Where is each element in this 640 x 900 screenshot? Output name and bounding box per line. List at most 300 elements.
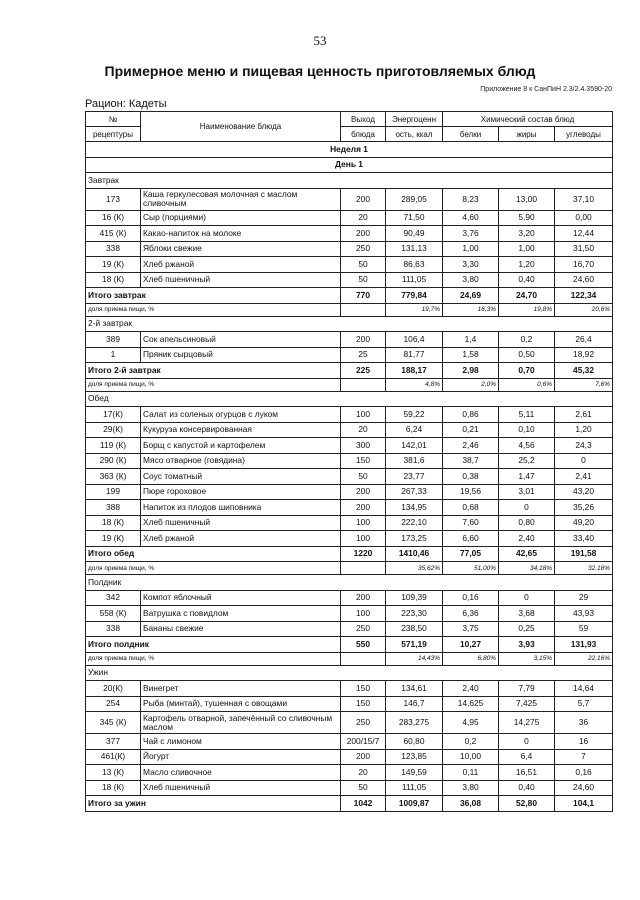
dish-carbs: 24,3 <box>555 438 613 454</box>
table-row <box>86 515 613 531</box>
dish-fat: 0,80 <box>499 515 555 531</box>
dish-energy: 109,39 <box>386 590 443 606</box>
dish-energy: 146,7 <box>386 696 443 712</box>
dish-yield: 200 <box>341 226 386 242</box>
dish-yield: 150 <box>341 681 386 697</box>
meal-share-label: доля приема пищи, % <box>86 378 341 391</box>
total-yield: 225 <box>341 363 386 379</box>
table-row <box>86 681 613 697</box>
meal-share-label: доля приема пищи, % <box>86 303 341 316</box>
dish-yield: 50 <box>341 272 386 288</box>
dish-fat: 0,50 <box>499 347 555 363</box>
recipe-number: 17(К) <box>86 407 141 423</box>
dish-name: Картофель отварной, запечённый со сливочным маслом <box>141 712 341 734</box>
table-row <box>86 696 613 712</box>
dish-fat: 0,25 <box>499 621 555 637</box>
dish-name: Хлеб пшеничный <box>141 515 341 531</box>
dish-name: Рыба (минтай), тушенная с овощами <box>141 696 341 712</box>
dish-fat: 0 <box>499 590 555 606</box>
total-protein: 24,69 <box>443 288 499 304</box>
dish-name: Какао-напиток на молоке <box>141 226 341 242</box>
dish-carbs: 0,16 <box>555 765 613 781</box>
recipe-number: 377 <box>86 734 141 750</box>
dish-fat: 2,40 <box>499 531 555 547</box>
dish-protein: 0,16 <box>443 590 499 606</box>
dish-yield: 100 <box>341 531 386 547</box>
dish-protein: 0,38 <box>443 469 499 485</box>
dish-carbs: 18,92 <box>555 347 613 363</box>
header-row-1 <box>86 112 613 127</box>
share-yield-empty <box>341 562 386 575</box>
dish-carbs: 2,61 <box>555 407 613 423</box>
dish-carbs: 33,40 <box>555 531 613 547</box>
recipe-number: 13 (К) <box>86 765 141 781</box>
share-fat: 19,8% <box>499 303 555 316</box>
dish-name: Пюре гороховое <box>141 484 341 500</box>
share-fat: 3,15% <box>499 652 555 665</box>
dish-yield: 50 <box>341 257 386 273</box>
dish-energy: 59,22 <box>386 407 443 423</box>
recipe-number: 558 (К) <box>86 606 141 622</box>
meal-section-row <box>86 391 613 407</box>
dish-fat: 5,11 <box>499 407 555 423</box>
table-row <box>86 257 613 273</box>
total-carbs: 191,58 <box>555 546 613 562</box>
table-row <box>86 712 613 734</box>
dish-fat: 7,425 <box>499 696 555 712</box>
dish-carbs: 12,44 <box>555 226 613 242</box>
dish-protein: 10,00 <box>443 749 499 765</box>
meal-share-row <box>86 652 613 665</box>
meal-total-label: Итого обед <box>86 546 341 562</box>
dish-carbs: 43,93 <box>555 606 613 622</box>
dish-protein: 38,7 <box>443 453 499 469</box>
dish-protein: 0,11 <box>443 765 499 781</box>
week-label: Неделя 1 <box>86 142 613 158</box>
dish-fat: 0 <box>499 734 555 750</box>
meal-total-row <box>86 546 613 562</box>
dish-carbs: 24,60 <box>555 272 613 288</box>
dish-name: Пряник сырцовый <box>141 347 341 363</box>
dish-yield: 100 <box>341 407 386 423</box>
recipe-number: 389 <box>86 332 141 348</box>
total-yield: 1042 <box>341 796 386 812</box>
table-row <box>86 226 613 242</box>
dish-fat: 6,4 <box>499 749 555 765</box>
dish-protein: 0,86 <box>443 407 499 423</box>
dish-name: Соус томатный <box>141 469 341 485</box>
dish-energy: 111,05 <box>386 780 443 796</box>
total-protein: 2,98 <box>443 363 499 379</box>
dish-energy: 111,05 <box>386 272 443 288</box>
total-protein: 77,05 <box>443 546 499 562</box>
recipe-number: 254 <box>86 696 141 712</box>
dish-yield: 150 <box>341 696 386 712</box>
dish-name: Винегрет <box>141 681 341 697</box>
share-carbs: 32,18% <box>555 562 613 575</box>
total-carbs: 131,93 <box>555 637 613 653</box>
recipe-number: 342 <box>86 590 141 606</box>
total-fat: 0,70 <box>499 363 555 379</box>
recipe-number: 415 (К) <box>86 226 141 242</box>
dish-yield: 250 <box>341 241 386 257</box>
dish-name: Масло сливочное <box>141 765 341 781</box>
dish-yield: 20 <box>341 422 386 438</box>
share-yield-empty <box>341 652 386 665</box>
dish-fat: 0 <box>499 500 555 516</box>
dish-energy: 142,01 <box>386 438 443 454</box>
header-fat: жиры <box>499 127 555 142</box>
recipe-number: 290 (К) <box>86 453 141 469</box>
table-row <box>86 407 613 423</box>
recipe-number: 345 (К) <box>86 712 141 734</box>
dish-name: Хлеб пшеничный <box>141 780 341 796</box>
dish-protein: 3,80 <box>443 780 499 796</box>
dish-energy: 134,95 <box>386 500 443 516</box>
header-protein: белки <box>443 127 499 142</box>
dish-yield: 200 <box>341 188 386 210</box>
dish-yield: 150 <box>341 453 386 469</box>
dish-yield: 200 <box>341 500 386 516</box>
dish-energy: 134,61 <box>386 681 443 697</box>
dish-protein: 0,68 <box>443 500 499 516</box>
dish-name: Бананы свежие <box>141 621 341 637</box>
recipe-number: 1 <box>86 347 141 363</box>
page-number: 53 <box>313 33 327 48</box>
dish-name: Напиток из плодов шиповника <box>141 500 341 516</box>
dish-yield: 200 <box>341 749 386 765</box>
meal-total-label: Итого за ужин <box>86 796 341 812</box>
header-yield-line2: блюда <box>341 127 386 142</box>
dish-name: Хлеб ржаной <box>141 531 341 547</box>
share-protein: 16,3% <box>443 303 499 316</box>
dish-energy: 106,4 <box>386 332 443 348</box>
dish-energy: 90,49 <box>386 226 443 242</box>
dish-energy: 267,33 <box>386 484 443 500</box>
meal-section-label: 2-й завтрак <box>86 316 613 332</box>
dish-fat: 3,68 <box>499 606 555 622</box>
dish-name: Хлеб ржаной <box>141 257 341 273</box>
dish-name: Мясо отварное (говядина) <box>141 453 341 469</box>
dish-carbs: 29 <box>555 590 613 606</box>
share-protein: 51,00% <box>443 562 499 575</box>
dish-protein: 7,60 <box>443 515 499 531</box>
total-fat: 3,93 <box>499 637 555 653</box>
meal-total-row <box>86 288 613 304</box>
meal-total-row <box>86 363 613 379</box>
meal-total-label: Итого завтрак <box>86 288 341 304</box>
table-row <box>86 272 613 288</box>
dish-protein: 1,58 <box>443 347 499 363</box>
total-fat: 52,80 <box>499 796 555 812</box>
dish-yield: 50 <box>341 469 386 485</box>
dish-protein: 3,80 <box>443 272 499 288</box>
dish-protein: 1,4 <box>443 332 499 348</box>
meal-section-label: Ужин <box>86 665 613 681</box>
dish-protein: 3,30 <box>443 257 499 273</box>
header-carbs: углеводы <box>555 127 613 142</box>
day-row <box>86 157 613 173</box>
meal-share-row <box>86 562 613 575</box>
dish-protein: 0,21 <box>443 422 499 438</box>
ration-label: Рацион: Кадеты <box>85 98 167 110</box>
dish-name: Йогурт <box>141 749 341 765</box>
dish-carbs: 1,20 <box>555 422 613 438</box>
total-yield: 550 <box>341 637 386 653</box>
recipe-number: 19 (К) <box>86 531 141 547</box>
dish-name: Борщ с капустой и картофелем <box>141 438 341 454</box>
total-yield: 770 <box>341 288 386 304</box>
meal-total-label: Итого полдник <box>86 637 341 653</box>
dish-carbs: 16 <box>555 734 613 750</box>
dish-fat: 4,56 <box>499 438 555 454</box>
meal-share-label: доля приема пищи, % <box>86 652 341 665</box>
dish-yield: 200 <box>341 590 386 606</box>
recipe-number: 338 <box>86 241 141 257</box>
dish-yield: 100 <box>341 515 386 531</box>
share-yield-empty <box>341 378 386 391</box>
share-protein: 2,0% <box>443 378 499 391</box>
meal-section-row <box>86 665 613 681</box>
table-row <box>86 347 613 363</box>
table-row <box>86 438 613 454</box>
dish-protein: 19,56 <box>443 484 499 500</box>
table-row <box>86 332 613 348</box>
table-row <box>86 590 613 606</box>
share-carbs: 22,16% <box>555 652 613 665</box>
dish-yield: 250 <box>341 621 386 637</box>
dish-protein: 2,40 <box>443 681 499 697</box>
dish-fat: 5,90 <box>499 210 555 226</box>
header-energy: Энергоценн <box>386 112 443 127</box>
dish-fat: 16,51 <box>499 765 555 781</box>
table-row <box>86 453 613 469</box>
share-energy: 14,43% <box>386 652 443 665</box>
dish-yield: 200 <box>341 484 386 500</box>
dish-yield: 25 <box>341 347 386 363</box>
dish-energy: 238,50 <box>386 621 443 637</box>
menu-table <box>85 111 613 812</box>
dish-yield: 200/15/7 <box>341 734 386 750</box>
share-protein: 6,80% <box>443 652 499 665</box>
dish-yield: 300 <box>341 438 386 454</box>
dish-energy: 81,77 <box>386 347 443 363</box>
dish-energy: 223,30 <box>386 606 443 622</box>
table-row <box>86 241 613 257</box>
document-title: Примерное меню и пищевая ценность приготовляемых блюд <box>104 63 536 79</box>
dish-carbs: 49,20 <box>555 515 613 531</box>
dish-energy: 71,50 <box>386 210 443 226</box>
table-row <box>86 469 613 485</box>
share-fat: 0,6% <box>499 378 555 391</box>
recipe-number: 18 (К) <box>86 515 141 531</box>
dish-yield: 100 <box>341 606 386 622</box>
header-dish-name: Наименование блюда <box>141 112 341 142</box>
dish-carbs: 26,4 <box>555 332 613 348</box>
recipe-number: 173 <box>86 188 141 210</box>
dish-carbs: 35,26 <box>555 500 613 516</box>
dish-name: Кукуруза консервированная <box>141 422 341 438</box>
total-energy: 1009,87 <box>386 796 443 812</box>
dish-name: Яблоки свежие <box>141 241 341 257</box>
dish-carbs: 36 <box>555 712 613 734</box>
dish-energy: 131,13 <box>386 241 443 257</box>
dish-protein: 14,625 <box>443 696 499 712</box>
header-energy-line2: ость, ккал <box>386 127 443 142</box>
dish-energy: 289,05 <box>386 188 443 210</box>
dish-yield: 20 <box>341 210 386 226</box>
recipe-number: 461(К) <box>86 749 141 765</box>
total-protein: 10,27 <box>443 637 499 653</box>
dish-carbs: 37,10 <box>555 188 613 210</box>
recipe-number: 119 (К) <box>86 438 141 454</box>
dish-fat: 0,2 <box>499 332 555 348</box>
dish-name: Сыр (порциями) <box>141 210 341 226</box>
dish-name: Компот яблочный <box>141 590 341 606</box>
recipe-number: 20(К) <box>86 681 141 697</box>
dish-carbs: 43,20 <box>555 484 613 500</box>
recipe-number: 363 (К) <box>86 469 141 485</box>
total-fat: 24,70 <box>499 288 555 304</box>
dish-carbs: 0,00 <box>555 210 613 226</box>
table-row <box>86 484 613 500</box>
meal-section-label: Полдник <box>86 575 613 591</box>
meal-section-label: Обед <box>86 391 613 407</box>
dish-name: Ватрушка с повидлом <box>141 606 341 622</box>
meal-total-row <box>86 637 613 653</box>
share-yield-empty <box>341 303 386 316</box>
table-row <box>86 606 613 622</box>
dish-energy: 86,63 <box>386 257 443 273</box>
dish-carbs: 59 <box>555 621 613 637</box>
dish-yield: 20 <box>341 765 386 781</box>
total-energy: 1410,46 <box>386 546 443 562</box>
header-yield: Выход <box>341 112 386 127</box>
table-row <box>86 500 613 516</box>
dish-energy: 149,59 <box>386 765 443 781</box>
dish-carbs: 31,50 <box>555 241 613 257</box>
dish-fat: 1,00 <box>499 241 555 257</box>
total-protein: 36,08 <box>443 796 499 812</box>
dish-fat: 0,40 <box>499 780 555 796</box>
dish-energy: 123,85 <box>386 749 443 765</box>
dish-protein: 4,95 <box>443 712 499 734</box>
dish-energy: 6,24 <box>386 422 443 438</box>
dish-name: Хлеб пшеничный <box>141 272 341 288</box>
dish-carbs: 16,70 <box>555 257 613 273</box>
share-energy: 35,62% <box>386 562 443 575</box>
header-recipe-no: № <box>86 112 141 127</box>
meal-section-row <box>86 316 613 332</box>
day-label: День 1 <box>86 157 613 173</box>
table-row <box>86 531 613 547</box>
table-row <box>86 780 613 796</box>
dish-energy: 283,275 <box>386 712 443 734</box>
table-row <box>86 188 613 210</box>
dish-fat: 25,2 <box>499 453 555 469</box>
dish-protein: 2,46 <box>443 438 499 454</box>
dish-carbs: 24,60 <box>555 780 613 796</box>
dish-fat: 13,00 <box>499 188 555 210</box>
table-row <box>86 210 613 226</box>
dish-protein: 6,36 <box>443 606 499 622</box>
dish-carbs: 2,41 <box>555 469 613 485</box>
recipe-number: 16 (К) <box>86 210 141 226</box>
dish-protein: 8,23 <box>443 188 499 210</box>
total-fat: 42,65 <box>499 546 555 562</box>
meal-section-row <box>86 173 613 189</box>
dish-carbs: 0 <box>555 453 613 469</box>
dish-fat: 14,275 <box>499 712 555 734</box>
dish-name: Сок апельсиновый <box>141 332 341 348</box>
dish-yield: 250 <box>341 712 386 734</box>
recipe-number: 388 <box>86 500 141 516</box>
dish-protein: 3,76 <box>443 226 499 242</box>
week-row <box>86 142 613 158</box>
dish-energy: 381,6 <box>386 453 443 469</box>
recipe-number: 338 <box>86 621 141 637</box>
recipe-number: 29(К) <box>86 422 141 438</box>
total-carbs: 45,32 <box>555 363 613 379</box>
dish-fat: 1,47 <box>499 469 555 485</box>
total-carbs: 122,34 <box>555 288 613 304</box>
dish-protein: 6,60 <box>443 531 499 547</box>
share-energy: 4,8% <box>386 378 443 391</box>
meal-share-label: доля приема пищи, % <box>86 562 341 575</box>
dish-fat: 3,20 <box>499 226 555 242</box>
dish-fat: 1,20 <box>499 257 555 273</box>
recipe-number: 18 (К) <box>86 272 141 288</box>
dish-protein: 4,60 <box>443 210 499 226</box>
appendix-reference: Приложение 8 к СанПиН 2.3/2.4.3590-20 <box>480 86 612 93</box>
total-carbs: 104,1 <box>555 796 613 812</box>
dish-carbs: 5,7 <box>555 696 613 712</box>
share-energy: 19,7% <box>386 303 443 316</box>
table-row <box>86 765 613 781</box>
dish-energy: 60,80 <box>386 734 443 750</box>
share-carbs: 20,6% <box>555 303 613 316</box>
meal-total-label: Итого 2-й завтрак <box>86 363 341 379</box>
table-row <box>86 621 613 637</box>
recipe-number: 199 <box>86 484 141 500</box>
dish-yield: 200 <box>341 332 386 348</box>
share-fat: 34,18% <box>499 562 555 575</box>
dish-protein: 3,75 <box>443 621 499 637</box>
dish-energy: 222,10 <box>386 515 443 531</box>
table-row <box>86 422 613 438</box>
dish-carbs: 7 <box>555 749 613 765</box>
dish-fat: 3,01 <box>499 484 555 500</box>
total-yield: 1220 <box>341 546 386 562</box>
header-recipe-no-line2: рецептуры <box>86 127 141 142</box>
dish-yield: 50 <box>341 780 386 796</box>
recipe-number: 19 (К) <box>86 257 141 273</box>
dish-energy: 23,77 <box>386 469 443 485</box>
meal-total-row <box>86 796 613 812</box>
total-energy: 571,19 <box>386 637 443 653</box>
dish-protein: 1,00 <box>443 241 499 257</box>
meal-share-row <box>86 378 613 391</box>
meal-section-row <box>86 575 613 591</box>
dish-name: Каша геркулесовая молочная с маслом сливочным <box>141 188 341 210</box>
meal-section-label: Завтрак <box>86 173 613 189</box>
total-energy: 188,17 <box>386 363 443 379</box>
header-chemical-composition: Химический состав блюд <box>443 112 613 127</box>
dish-name: Чай с лимоном <box>141 734 341 750</box>
total-energy: 779,84 <box>386 288 443 304</box>
dish-fat: 0,10 <box>499 422 555 438</box>
dish-name: Салат из соленых огурцов с луком <box>141 407 341 423</box>
